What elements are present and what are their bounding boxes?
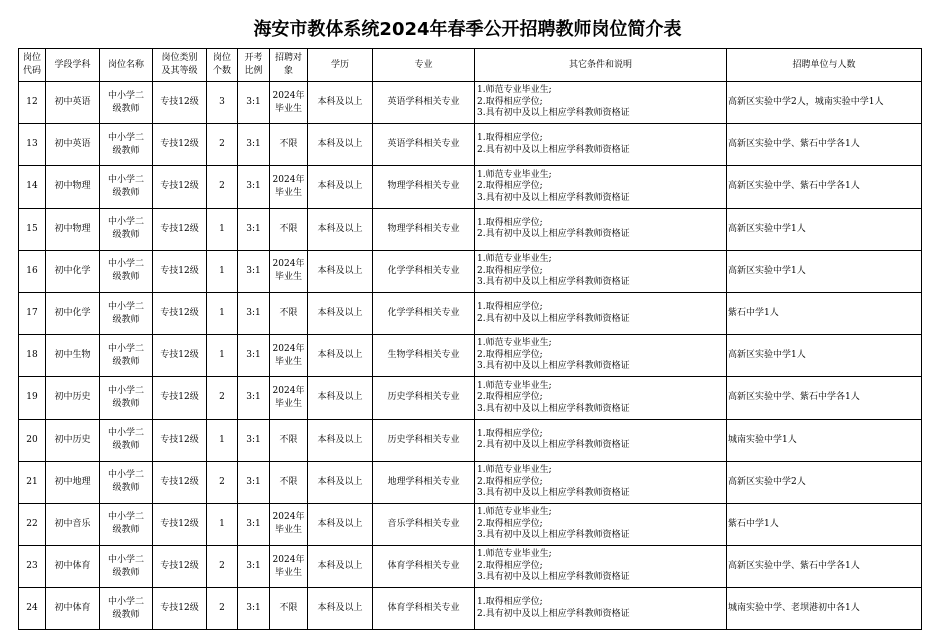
cell-category: 专技12级 <box>153 377 207 419</box>
cell-requirements-line: 3.具有初中及以上相应学科教师资格证 <box>477 572 630 583</box>
cell-category: 专技12级 <box>153 461 207 503</box>
cell-target-line: 不限 <box>279 139 298 150</box>
cell-major: 体育学科相关专业 <box>373 588 475 630</box>
header-post-name: 岗位名称 <box>100 49 153 82</box>
cell-post-name-line: 级教师 <box>112 230 140 241</box>
cell-target-line: 毕业生 <box>274 398 302 409</box>
cell-requirements-line: 1.取得相应学位; <box>477 428 543 439</box>
cell-education: 本科及以上 <box>308 335 373 377</box>
cell-count: 1 <box>207 208 238 250</box>
table-row <box>19 208 922 250</box>
table-body <box>19 82 922 630</box>
cell-count: 2 <box>207 166 238 208</box>
table-row <box>19 124 922 166</box>
cell-count: 1 <box>207 335 238 377</box>
cell-major: 物理学科相关专业 <box>373 166 475 208</box>
cell-major: 化学学科相关专业 <box>373 250 475 292</box>
table-row <box>19 250 922 292</box>
cell-major: 音乐学科相关专业 <box>373 503 475 545</box>
header-ratio: 开考 比例 <box>238 49 270 82</box>
cell-count: 1 <box>207 503 238 545</box>
cell-units: 紫石中学1人 <box>727 292 922 334</box>
cell-subject: 初中体育 <box>46 546 100 588</box>
cell-post-name <box>100 82 153 124</box>
cell-units: 高新区实验中学1人 <box>727 208 922 250</box>
cell-target <box>270 461 308 503</box>
cell-major: 英语学科相关专业 <box>373 124 475 166</box>
table-row <box>19 588 922 630</box>
cell-target <box>270 82 308 124</box>
table-row <box>19 461 922 503</box>
cell-post-name-line: 中小学二 <box>107 174 144 185</box>
cell-major: 物理学科相关专业 <box>373 208 475 250</box>
cell-subject: 初中化学 <box>46 292 100 334</box>
cell-requirements-line: 1.师范专业毕业生; <box>477 549 552 560</box>
cell-post-name-line: 中小学二 <box>107 90 144 101</box>
cell-count: 1 <box>207 250 238 292</box>
cell-requirements-line: 2.取得相应学位; <box>477 349 543 360</box>
cell-count: 2 <box>207 377 238 419</box>
cell-subject: 初中历史 <box>46 377 100 419</box>
cell-code: 12 <box>19 82 46 124</box>
cell-ratio: 3:1 <box>238 503 270 545</box>
cell-post-name-line: 中小学二 <box>107 343 144 354</box>
cell-post-name-line: 中小学二 <box>107 301 144 312</box>
cell-post-name-line: 级教师 <box>112 609 140 620</box>
cell-category: 专技12级 <box>153 250 207 292</box>
cell-units: 高新区实验中学1人 <box>727 250 922 292</box>
cell-count: 2 <box>207 588 238 630</box>
cell-ratio: 3:1 <box>238 377 270 419</box>
header-major: 专业 <box>373 49 475 82</box>
cell-ratio: 3:1 <box>238 82 270 124</box>
cell-requirements-line: 2.取得相应学位; <box>477 392 543 403</box>
cell-target-line: 2024年 <box>272 259 305 270</box>
cell-ratio: 3:1 <box>238 461 270 503</box>
cell-code: 14 <box>19 166 46 208</box>
cell-target-line: 毕业生 <box>274 103 302 114</box>
cell-ratio: 3:1 <box>238 250 270 292</box>
cell-category: 专技12级 <box>153 82 207 124</box>
cell-code: 24 <box>19 588 46 630</box>
cell-subject: 初中生物 <box>46 335 100 377</box>
cell-units: 紫石中学1人 <box>727 503 922 545</box>
cell-requirements-line: 2.具有初中及以上相应学科教师资格证 <box>477 608 630 619</box>
cell-units: 城南实验中学1人 <box>727 419 922 461</box>
cell-post-name-line: 级教师 <box>112 567 140 578</box>
cell-major: 历史学科相关专业 <box>373 419 475 461</box>
cell-education: 本科及以上 <box>308 292 373 334</box>
cell-category: 专技12级 <box>153 546 207 588</box>
cell-post-name-line: 级教师 <box>112 314 140 325</box>
cell-post-name-line: 级教师 <box>112 483 140 494</box>
cell-requirements-line: 2.取得相应学位; <box>477 518 543 529</box>
cell-ratio: 3:1 <box>238 546 270 588</box>
cell-code: 17 <box>19 292 46 334</box>
cell-target-line: 毕业生 <box>274 187 302 198</box>
cell-post-name <box>100 124 153 166</box>
cell-subject: 初中英语 <box>46 124 100 166</box>
cell-target-line: 2024年 <box>272 90 305 101</box>
cell-target-line: 毕业生 <box>274 272 302 283</box>
header-count: 岗位 个数 <box>207 49 238 82</box>
cell-post-name <box>100 588 153 630</box>
cell-category: 专技12级 <box>153 335 207 377</box>
cell-code: 13 <box>19 124 46 166</box>
page-title: 海安市教体系统2024年春季公开招聘教师岗位简介表 <box>253 19 682 40</box>
cell-subject: 初中物理 <box>46 166 100 208</box>
cell-count: 1 <box>207 292 238 334</box>
cell-category: 专技12级 <box>153 166 207 208</box>
cell-ratio: 3:1 <box>238 292 270 334</box>
cell-requirements-line: 1.取得相应学位; <box>477 217 543 228</box>
cell-post-name-line: 级教师 <box>112 187 140 198</box>
cell-target <box>270 419 308 461</box>
cell-major: 体育学科相关专业 <box>373 546 475 588</box>
cell-subject: 初中地理 <box>46 461 100 503</box>
cell-post-name <box>100 377 153 419</box>
cell-requirements <box>475 461 727 503</box>
cell-ratio: 3:1 <box>238 419 270 461</box>
table-row <box>19 82 922 124</box>
header-code: 岗位 代码 <box>19 49 46 82</box>
cell-units: 高新区实验中学、紫石中学各1人 <box>727 124 922 166</box>
table-row <box>19 377 922 419</box>
cell-code: 22 <box>19 503 46 545</box>
cell-requirements-line: 2.具有初中及以上相应学科教师资格证 <box>477 229 630 240</box>
cell-target <box>270 335 308 377</box>
cell-requirements <box>475 419 727 461</box>
cell-target-line: 毕业生 <box>274 567 302 578</box>
cell-target <box>270 377 308 419</box>
cell-post-name <box>100 208 153 250</box>
cell-requirements-line: 3.具有初中及以上相应学科教师资格证 <box>477 361 630 372</box>
cell-post-name-line: 级教师 <box>112 145 140 156</box>
cell-major: 地理学科相关专业 <box>373 461 475 503</box>
cell-units: 高新区实验中学、紫石中学各1人 <box>727 546 922 588</box>
cell-count: 3 <box>207 82 238 124</box>
cell-requirements <box>475 250 727 292</box>
table-row <box>19 335 922 377</box>
cell-requirements-line: 1.师范专业毕业生; <box>477 254 552 265</box>
cell-post-name <box>100 461 153 503</box>
cell-category: 专技12级 <box>153 503 207 545</box>
cell-post-name-line: 中小学二 <box>107 259 144 270</box>
cell-requirements-line: 3.具有初中及以上相应学科教师资格证 <box>477 403 630 414</box>
cell-target <box>270 292 308 334</box>
cell-target-line: 2024年 <box>272 174 305 185</box>
cell-target-line: 2024年 <box>272 554 305 565</box>
cell-target <box>270 503 308 545</box>
cell-requirements <box>475 335 727 377</box>
cell-target-line: 2024年 <box>272 385 305 396</box>
cell-code: 21 <box>19 461 46 503</box>
cell-requirements <box>475 82 727 124</box>
table-row <box>19 166 922 208</box>
cell-subject: 初中历史 <box>46 419 100 461</box>
cell-code: 20 <box>19 419 46 461</box>
cell-post-name <box>100 166 153 208</box>
cell-major: 英语学科相关专业 <box>373 82 475 124</box>
table-row <box>19 292 922 334</box>
cell-units: 高新区实验中学2人，城南实验中学1人 <box>727 82 922 124</box>
cell-education: 本科及以上 <box>308 419 373 461</box>
cell-target-line: 不限 <box>279 223 298 234</box>
cell-code: 18 <box>19 335 46 377</box>
cell-requirements-line: 1.取得相应学位; <box>477 597 543 608</box>
cell-major: 生物学科相关专业 <box>373 335 475 377</box>
cell-requirements-line: 3.具有初中及以上相应学科教师资格证 <box>477 277 630 288</box>
cell-category: 专技12级 <box>153 419 207 461</box>
cell-units: 高新区实验中学1人 <box>727 335 922 377</box>
header-target: 招聘对 象 <box>270 49 308 82</box>
cell-ratio: 3:1 <box>238 335 270 377</box>
cell-ratio: 3:1 <box>238 124 270 166</box>
cell-subject: 初中物理 <box>46 208 100 250</box>
cell-post-name-line: 级教师 <box>112 103 140 114</box>
cell-target <box>270 208 308 250</box>
cell-subject: 初中英语 <box>46 82 100 124</box>
cell-target <box>270 124 308 166</box>
cell-education: 本科及以上 <box>308 588 373 630</box>
cell-requirements-line: 2.具有初中及以上相应学科教师资格证 <box>477 440 630 451</box>
cell-target-line: 2024年 <box>272 512 305 523</box>
cell-target <box>270 588 308 630</box>
cell-target <box>270 166 308 208</box>
cell-education: 本科及以上 <box>308 546 373 588</box>
cell-major: 历史学科相关专业 <box>373 377 475 419</box>
cell-count: 2 <box>207 546 238 588</box>
header-subject: 学段学科 <box>46 49 100 82</box>
cell-education: 本科及以上 <box>308 461 373 503</box>
cell-requirements-line: 1.师范专业毕业生; <box>477 169 552 180</box>
cell-units: 高新区实验中学、紫石中学各1人 <box>727 166 922 208</box>
cell-post-name-line: 中小学二 <box>107 428 144 439</box>
cell-requirements <box>475 166 727 208</box>
header-requirements: 其它条件和说明 <box>475 49 727 82</box>
positions-table <box>18 48 922 630</box>
cell-requirements-line: 1.取得相应学位; <box>477 133 543 144</box>
cell-subject: 初中体育 <box>46 588 100 630</box>
cell-requirements-line: 3.具有初中及以上相应学科教师资格证 <box>477 530 630 541</box>
cell-requirements <box>475 208 727 250</box>
cell-target-line: 毕业生 <box>274 356 302 367</box>
cell-ratio: 3:1 <box>238 208 270 250</box>
cell-requirements <box>475 124 727 166</box>
cell-code: 15 <box>19 208 46 250</box>
cell-requirements-line: 2.取得相应学位; <box>477 96 543 107</box>
cell-target-line: 毕业生 <box>274 525 302 536</box>
table-row <box>19 419 922 461</box>
header-units: 招聘单位与人数 <box>727 49 922 82</box>
cell-requirements-line: 3.具有初中及以上相应学科教师资格证 <box>477 488 630 499</box>
cell-target-line: 不限 <box>279 476 298 487</box>
cell-requirements-line: 2.取得相应学位; <box>477 181 543 192</box>
cell-post-name-line: 级教师 <box>112 441 140 452</box>
cell-category: 专技12级 <box>153 292 207 334</box>
cell-requirements-line: 2.具有初中及以上相应学科教师资格证 <box>477 144 630 155</box>
cell-category: 专技12级 <box>153 208 207 250</box>
cell-category: 专技12级 <box>153 124 207 166</box>
cell-category: 专技12级 <box>153 588 207 630</box>
cell-code: 16 <box>19 250 46 292</box>
header-row <box>19 49 922 82</box>
cell-target-line: 不限 <box>279 308 298 319</box>
cell-requirements <box>475 588 727 630</box>
cell-requirements-line: 1.师范专业毕业生; <box>477 507 552 518</box>
cell-post-name-line: 级教师 <box>112 398 140 409</box>
cell-post-name <box>100 503 153 545</box>
cell-subject: 初中音乐 <box>46 503 100 545</box>
cell-post-name-line: 中小学二 <box>107 512 144 523</box>
cell-units: 高新区实验中学、紫石中学各1人 <box>727 377 922 419</box>
cell-post-name-line: 级教师 <box>112 272 140 283</box>
table-row <box>19 546 922 588</box>
cell-post-name-line: 中小学二 <box>107 554 144 565</box>
cell-ratio: 3:1 <box>238 588 270 630</box>
cell-requirements <box>475 292 727 334</box>
cell-requirements-line: 1.取得相应学位; <box>477 302 543 313</box>
cell-education: 本科及以上 <box>308 82 373 124</box>
cell-requirements-line: 2.取得相应学位; <box>477 476 543 487</box>
cell-post-name-line: 中小学二 <box>107 132 144 143</box>
cell-code: 19 <box>19 377 46 419</box>
cell-education: 本科及以上 <box>308 377 373 419</box>
cell-target-line: 不限 <box>279 434 298 445</box>
cell-education: 本科及以上 <box>308 208 373 250</box>
cell-requirements-line: 3.具有初中及以上相应学科教师资格证 <box>477 108 630 119</box>
cell-education: 本科及以上 <box>308 166 373 208</box>
cell-count: 1 <box>207 419 238 461</box>
cell-post-name-line: 中小学二 <box>107 385 144 396</box>
cell-post-name-line: 级教师 <box>112 356 140 367</box>
cell-target <box>270 546 308 588</box>
cell-requirements <box>475 377 727 419</box>
cell-education: 本科及以上 <box>308 250 373 292</box>
cell-post-name <box>100 250 153 292</box>
cell-requirements-line: 1.师范专业毕业生; <box>477 85 552 96</box>
cell-count: 2 <box>207 124 238 166</box>
cell-post-name <box>100 546 153 588</box>
cell-requirements-line: 3.具有初中及以上相应学科教师资格证 <box>477 192 630 203</box>
cell-count: 2 <box>207 461 238 503</box>
cell-post-name-line: 中小学二 <box>107 470 144 481</box>
cell-ratio: 3:1 <box>238 166 270 208</box>
header-category: 岗位类别 及其等级 <box>153 49 207 82</box>
cell-code: 23 <box>19 546 46 588</box>
cell-requirements <box>475 546 727 588</box>
cell-post-name <box>100 419 153 461</box>
cell-requirements-line: 1.师范专业毕业生; <box>477 338 552 349</box>
cell-post-name <box>100 292 153 334</box>
cell-post-name-line: 级教师 <box>112 525 140 536</box>
cell-target-line: 不限 <box>279 603 298 614</box>
header-education: 学历 <box>308 49 373 82</box>
cell-subject: 初中化学 <box>46 250 100 292</box>
cell-units: 城南实验中学、老坝港初中各1人 <box>727 588 922 630</box>
cell-requirements-line: 2.具有初中及以上相应学科教师资格证 <box>477 313 630 324</box>
cell-requirements-line: 1.师范专业毕业生; <box>477 465 552 476</box>
cell-requirements <box>475 503 727 545</box>
cell-target <box>270 250 308 292</box>
cell-education: 本科及以上 <box>308 503 373 545</box>
table-row <box>19 503 922 545</box>
cell-major: 化学学科相关专业 <box>373 292 475 334</box>
cell-target-line: 2024年 <box>272 343 305 354</box>
cell-post-name-line: 中小学二 <box>107 217 144 228</box>
cell-requirements-line: 2.取得相应学位; <box>477 265 543 276</box>
cell-post-name <box>100 335 153 377</box>
cell-education: 本科及以上 <box>308 124 373 166</box>
cell-requirements-line: 1.师范专业毕业生; <box>477 380 552 391</box>
cell-units: 高新区实验中学2人 <box>727 461 922 503</box>
cell-requirements-line: 2.取得相应学位; <box>477 560 543 571</box>
cell-post-name-line: 中小学二 <box>107 596 144 607</box>
